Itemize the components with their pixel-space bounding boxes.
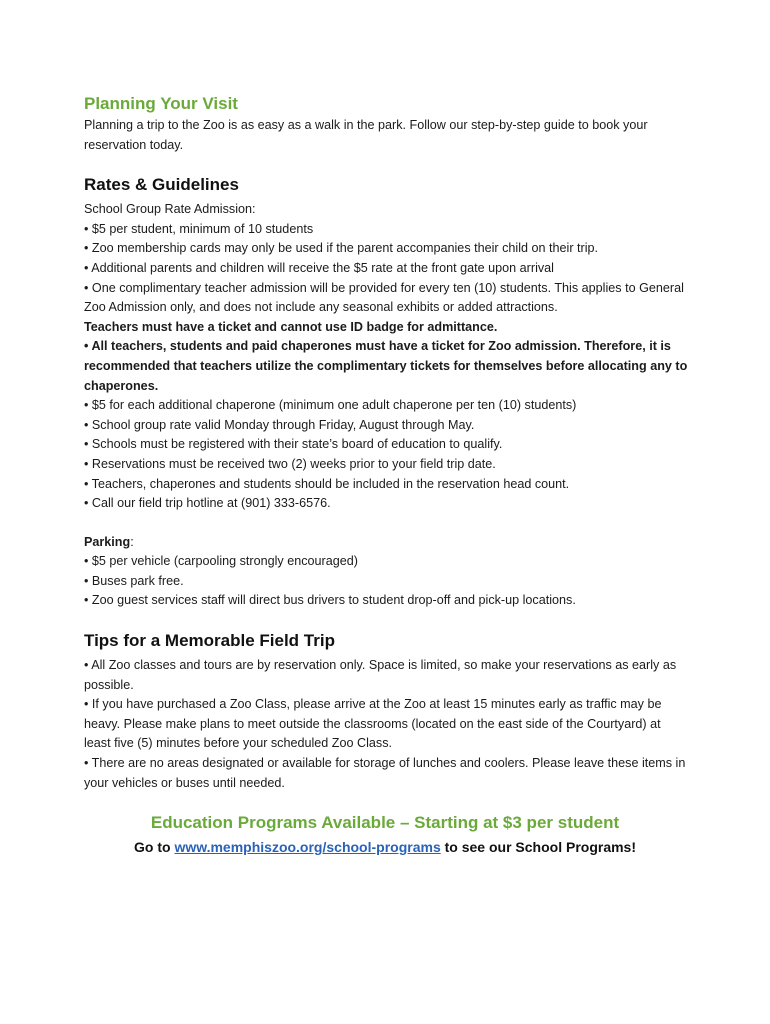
tips-title: Tips for a Memorable Field Trip [84, 631, 335, 651]
footer-line [0, 837, 770, 857]
rates-section [84, 173, 690, 514]
planning-section [84, 92, 690, 155]
rates-line: • Teachers, chaperones and students should be included in the reservation head count. [84, 476, 570, 491]
rates-line: • One complimentary teacher admission will be provided for every ten (10) students. This applies to General Zoo Admission only, and does not include any seasonal exhibits or added attractions. [84, 280, 684, 315]
footer-heading: Education Programs Available – Starting at $3 per student [150, 813, 620, 832]
rates-intro: School Group Rate Admission: [84, 202, 256, 217]
planning-text: Planning a trip to the Zoo is as easy as a walk in the park. Follow our step-by-step guide to book your reservation today. [84, 118, 648, 152]
rates-line: • Schools must be registered with their state’s board of education to qualify. [84, 437, 503, 452]
planning-title: Planning Your Visit [84, 94, 238, 113]
tips-line: • If you have purchased a Zoo Class, please arrive at the Zoo at least 15 minutes early as traffic may be heavy. Please make plans to meet outside the classrooms (located on the east side of the Courtyard) at least five (5) minutes before your scheduled Zoo Class. [84, 697, 662, 751]
rates-bold-line: Teachers must have a ticket and cannot use ID badge for admittance. [84, 319, 498, 334]
parking-line: • Zoo guest services staff will direct bus drivers to student drop-off and pick-up locations. [84, 593, 576, 608]
tips-line: • There are no areas designated or available for storage of lunches and coolers. Please leave these items in your vehicles or buses until needed. [84, 756, 686, 790]
parking-line: • Buses park free. [84, 573, 184, 588]
parking-heading [84, 533, 690, 553]
rates-line: • $5 for each additional chaperone (minimum one adult chaperone per ten (10) students) [84, 398, 577, 413]
rates-line: • School group rate valid Monday through Friday, August through May. [84, 417, 475, 432]
rates-line: • $5 per student, minimum of 10 students [84, 221, 314, 236]
parking-colon: : [130, 534, 134, 549]
tips-section [84, 629, 690, 793]
rates-line: • Additional parents and children will receive the $5 rate at the front gate upon arrival [84, 260, 554, 275]
parking-line: • $5 per vehicle (carpooling strongly encouraged) [84, 554, 358, 569]
tips-line: • All Zoo classes and tours are by reservation only. Space is limited, so make your reservations as early as possible. [84, 658, 677, 692]
parking-label: Parking [84, 534, 131, 549]
parking-section [84, 533, 690, 611]
rates-line: • Call our field trip hotline at (901) 333-6576. [84, 496, 331, 511]
rates-line: • Reservations must be received two (2) weeks prior to your field trip date. [84, 456, 496, 471]
rates-line: • Zoo membership cards may only be used if the parent accompanies their child on their trip. [84, 241, 599, 256]
footer-suffix: to see our School Programs! [440, 839, 636, 855]
document-body [84, 92, 690, 793]
rates-bold-line: • All teachers, students and paid chaperones must have a ticket for Zoo admission. Therefore, it is recommended that teachers utilize the complimentary tickets for themselves before allocating any to chaperones. [84, 339, 688, 393]
footer-prefix: Go to [134, 839, 175, 855]
school-programs-link[interactable]: www.memphiszoo.org/school-programs [174, 839, 441, 855]
rates-title: Rates & Guidelines [84, 175, 239, 195]
